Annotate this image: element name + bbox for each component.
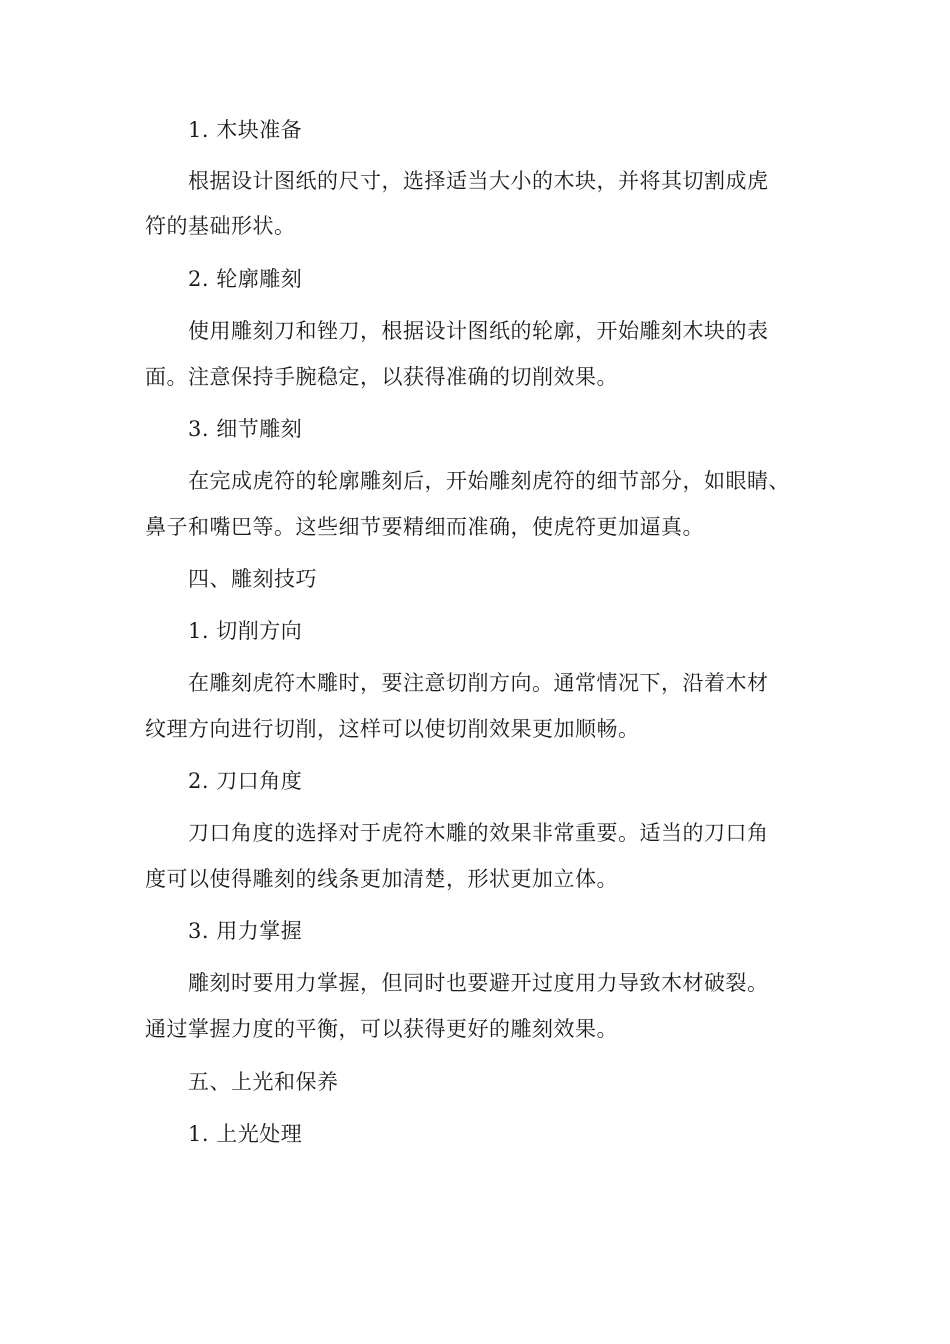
paragraph-line: 通过掌握力度的平衡，可以获得更好的雕刻效果。: [145, 1017, 618, 1041]
heading-polish-and-maintenance: 五、上光和保养: [188, 1070, 339, 1094]
paragraph-line: 雕刻时要用力掌握，但同时也要避开过度用力导致木材破裂。: [188, 971, 769, 995]
heading-polish-treatment: 1. 上光处理: [188, 1122, 303, 1146]
heading-blade-angle: 2. 刀口角度: [188, 769, 303, 793]
heading-detail-carving: 3. 细节雕刻: [188, 417, 303, 441]
heading-wood-block-prep: 1. 木块准备: [188, 118, 303, 142]
heading-cutting-direction: 1. 切削方向: [188, 619, 303, 643]
heading-carving-techniques: 四、雕刻技巧: [188, 567, 317, 591]
paragraph-line: 鼻子和嘴巴等。这些细节要精细而准确，使虎符更加逼真。: [145, 515, 704, 539]
paragraph-line: 在雕刻虎符木雕时，要注意切削方向。通常情况下，沿着木材: [188, 671, 769, 695]
paragraph-line: 面。注意保持手腕稳定，以获得准确的切削效果。: [145, 365, 618, 389]
paragraph-line: 刀口角度的选择对于虎符木雕的效果非常重要。适当的刀口角: [188, 821, 769, 845]
paragraph-line: 在完成虎符的轮廓雕刻后，开始雕刻虎符的细节部分，如眼睛、: [188, 469, 790, 493]
paragraph-line: 符的基础形状。: [145, 214, 296, 238]
heading-outline-carving: 2. 轮廓雕刻: [188, 267, 303, 291]
paragraph-line: 使用雕刻刀和锉刀，根据设计图纸的轮廓，开始雕刻木块的表: [188, 319, 769, 343]
heading-force-control: 3. 用力掌握: [188, 919, 303, 943]
paragraph-line: 度可以使得雕刻的线条更加清楚，形状更加立体。: [145, 867, 618, 891]
paragraph-line: 纹理方向进行切削，这样可以使切削效果更加顺畅。: [145, 717, 640, 741]
paragraph-line: 根据设计图纸的尺寸，选择适当大小的木块，并将其切割成虎: [188, 169, 769, 193]
